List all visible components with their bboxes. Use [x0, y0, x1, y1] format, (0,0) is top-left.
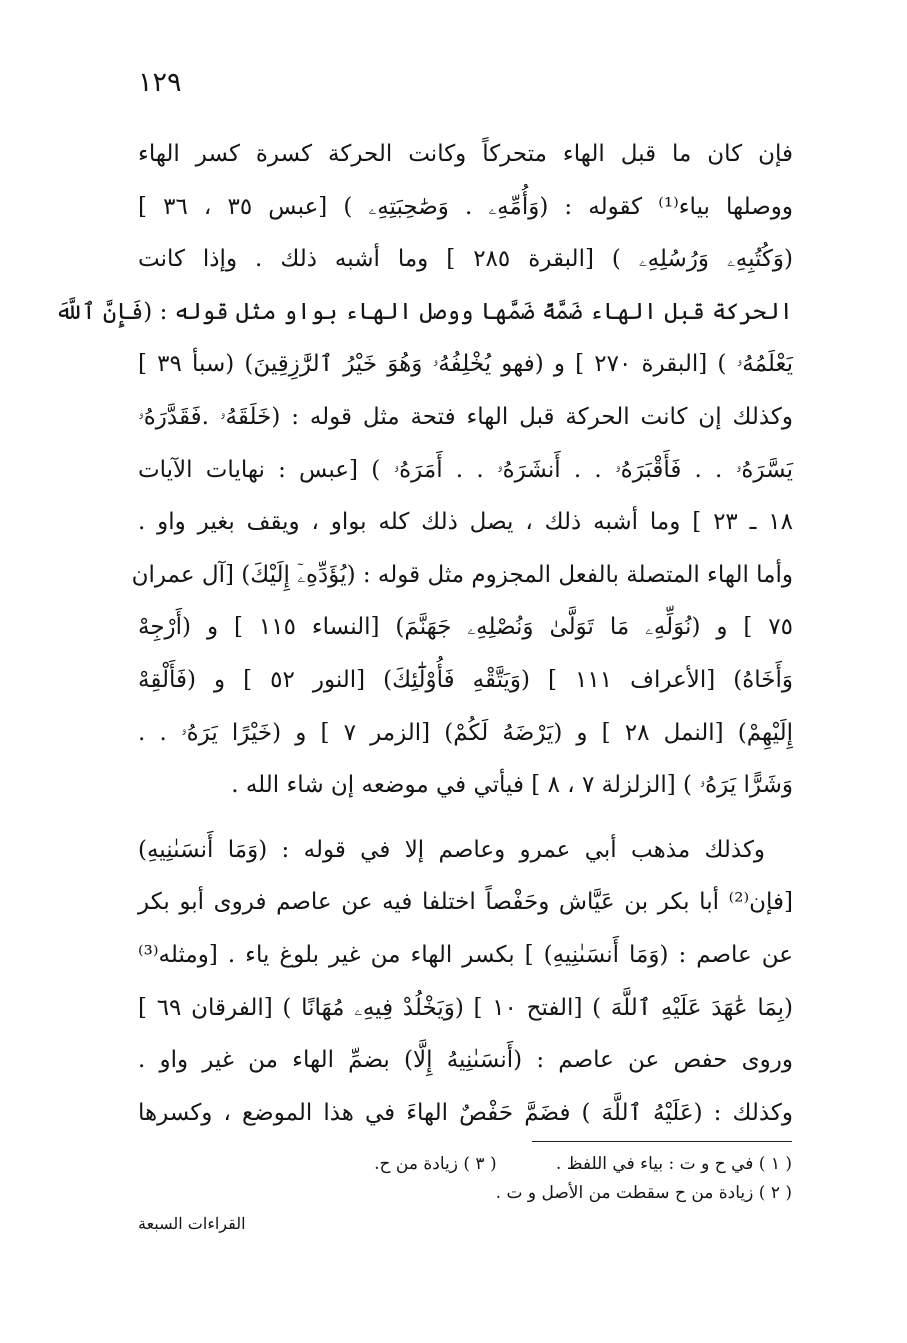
text-line: ٧٥ ] و (نُوَلِّهِۦ مَا تَوَلَّىٰ وَنُصْلِهِۦ جَهَنَّمَ) [النساء ١١٥ ] و (أَرْجِهْ [138, 614, 793, 641]
text-line: وروى حفص عن عاصم : (أَنسَىٰنِيهُ إِلَّا) بضمِّ الهاء من غير واو . [138, 1047, 793, 1074]
text-line: إِلَيْهِمْ) [النمل ٢٨ ] و (يَرْضَهُ لَكُمْ) [الزمر ٧ ] و (خَيْرًا يَرَهُۥ . . [138, 719, 794, 746]
text-line: (وَكُتُبِهِۦ وَرُسُلِهِۦ ) [البقرة ٢٨٥ ] وما أشبه ذلك . وإذا كانت [138, 246, 793, 273]
text-line: عن عاصم : (وَمَا أَنسَىٰنِيهِ) ] بكسر الهاء من غير بلوغ ياء . [ومثله⁽³⁾ [138, 941, 793, 968]
text-line: فإن كان ما قبل الهاء متحركاً وكانت الحركة كسرة كسر الهاء [138, 141, 793, 167]
text-line: وكذلك : (عَلَيْهُ ٱللَّهَ ) فضَمَّ حَفْصٌ الهاءَ في هذا الموضع ، وكسرها [138, 1099, 793, 1126]
text-line: يَسَّرَهُۥ . . فَأَقْبَرَهُۥ . . أَنشَرَهُۥ . . أَمَرَهُۥ ) [عبس : نهايات الآيات [138, 456, 793, 483]
footnote-2: ( ٢ ) زيادة من ح سقطت من الأصل و ت . [495, 1183, 792, 1203]
paragraph-2 [138, 824, 793, 1140]
footnote-row [250, 1150, 792, 1179]
text-line: وَشَرًّا يَرَهُۥ ) [الزلزلة ٧ ، ٨ ] فيأتي في موضعه إن شاء الله . [231, 772, 793, 799]
book-signature: القراءات السبعة [138, 1214, 246, 1233]
text-line: وكذلك إن كانت الحركة قبل الهاء فتحة مثل قوله : (خَلَقَهُۥ .فَقَدَّرَهُۥ [138, 403, 793, 430]
text-line: [فإن⁽²⁾ أبا بكر بن عَيَّاش وحَفْصاً اختلفا فيه عن عاصم فروى أبو بكر [138, 889, 793, 916]
text-line: وكذلك مذهب أبي عمرو وعاصم إلا في قوله : (وَمَا أَنسَىٰنِيهِ) [138, 836, 765, 863]
paragraph-gap [138, 812, 793, 824]
footnote-1: ( ١ ) في ح و ت : بياء في اللفظ . [555, 1154, 792, 1174]
text-line: (بِمَا عَٰهَدَ عَلَيْهِ ٱللَّهَ ) [الفتح ١٠ ] (وَيَخْلُدْ فِيهِۦ مُهَانًا ) [الفرقان ٦٩ ] [138, 994, 794, 1021]
page-number: ١٢٩ [138, 67, 182, 98]
main-text [55, 128, 794, 1139]
text-line: يَعْلَمُهُۥ ) [البقرة ٢٧٠ ] و (فهو يُخْلِفُهُۥ وَهُوَ خَيْرُ ٱلرَّٰزِقِينَ) (سبأ ٣٩ ] [138, 351, 793, 378]
footnote-3: ( ٣ ) زيادة من ح. [374, 1154, 497, 1174]
text-line: وأما الهاء المتصلة بالفعل المجزوم مثل قوله : (يُؤَدِّهِۦٓ إِلَيْكَ) [آل عمران [131, 561, 793, 588]
text-line: وَأَخَاهُ) [الأعراف ١١١ ] (وَيَتَّقْهِ فَأُوْلَٰٓئِكَ) [النور ٥٢ ] و (فَأَلْقِهْ [138, 666, 793, 693]
footnotes [250, 1150, 792, 1208]
text-line: ١٨ ـ ٢٣ ] وما أشبه ذلك ، يصل ذلك كله بواو ، ويقف بغير واو . [138, 509, 793, 536]
text-line: الحركة قبل الهاء ضَمَّةً ضَمَّها ووصل الهاء بواو مثل قوله : (فَإِنَّ ٱللَّهَ [55, 298, 793, 325]
paragraph-1 [55, 128, 794, 812]
footnote-row [250, 1179, 792, 1208]
text-line: ووصلها بياء⁽¹⁾ كقوله : (وَأُمِّهِۦ . وَصَٰحِبَتِهِۦ ) [عبس ٣٥ ، ٣٦ ] [138, 193, 793, 220]
footnote-separator [532, 1141, 792, 1142]
